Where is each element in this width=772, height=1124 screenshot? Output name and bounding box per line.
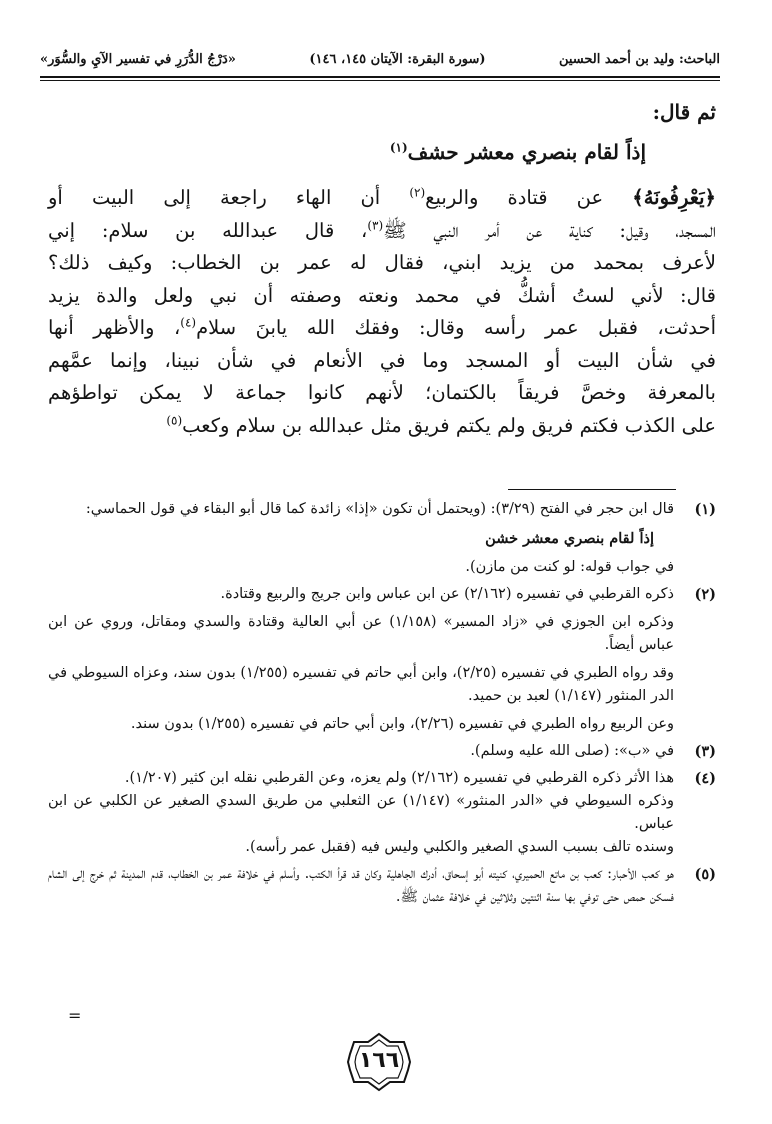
body-line bbox=[48, 182, 716, 215]
footnote-body bbox=[48, 767, 674, 859]
footnote-body bbox=[48, 863, 674, 909]
footnote-text: وسنده تالف بسبب السدي الصغير والكلبي وليس فيه (فقبل عمر رأسه). bbox=[245, 839, 674, 855]
page-number: ١٦٦ bbox=[358, 1048, 400, 1073]
footnote-ref: (٣) bbox=[367, 218, 384, 232]
footnote bbox=[48, 863, 716, 909]
body-text: في شأن البيت أو المسجد وما في الأنعام في شأن نبينا، وإنما عمَّهم bbox=[48, 348, 716, 372]
body-text: عن قتادة والربيع bbox=[425, 186, 633, 209]
footnote bbox=[48, 767, 716, 859]
footnote-number: (٣) bbox=[694, 743, 716, 760]
body-line bbox=[48, 247, 716, 280]
continuation-mark: = bbox=[68, 1006, 82, 1025]
footnote bbox=[48, 583, 716, 736]
footnote-text: في «ب»: (صلى الله عليه وسلم). bbox=[470, 743, 674, 759]
footnote-text: وقد رواه الطبري في تفسيره (٢/٢٥)، وابن أبي حاتم في تفسيره (١/٢٥٥) بدون سند، وعزاه السيوطي في الدر المنثور (١/١٤٧) لعبد بن حميد. bbox=[48, 665, 674, 704]
body-text: على الكذب فكتم فريق ولم يكتم فريق مثل عبدالله بن سلام وكعب bbox=[182, 413, 716, 437]
body-text: قال: لأني لستُ أشكُّ في محمد ونعته وصفته أن نبي ولعل والدة يزيد bbox=[48, 283, 716, 307]
footnote-text: في جواب قوله: لو كنت من مازن). bbox=[465, 559, 674, 575]
body-text: أن الهاء راجعة إلى البيت أو bbox=[48, 186, 410, 209]
body-line bbox=[48, 312, 716, 345]
footnote-body bbox=[48, 583, 674, 736]
body-text: المسجد، وقيل: كناية عن أمر النبي ﷺ bbox=[383, 218, 717, 242]
footnote-separator bbox=[508, 489, 676, 490]
intro-text: ثم قال: bbox=[652, 100, 716, 124]
footnote-text: هو كعب الأحبار: كعب بن ماتع الحميري، كنيته أبو إسحاق، أدرك الجاهلية وكان قد قرأ الكتب. وأسلم في خلافة عمر بن الخطاب، قدم المدينة ثم خرج إلى الشام فسكن حمص حتى توفي بها سنة اثنتين وثلاثين في خلافة عثمان ﷺ. bbox=[48, 866, 674, 905]
body-paragraph bbox=[48, 182, 716, 442]
footnote-text: هذا الأثر ذكره القرطبي في تفسيره (٢/١٦٢) ولم يعزه، وعن القرطبي نقله ابن كثير (١/٢٠٧). bbox=[124, 770, 674, 786]
footnote-number: (٢) bbox=[694, 586, 716, 603]
page-number-ornament bbox=[346, 1032, 412, 1092]
header-rule bbox=[40, 76, 720, 78]
footnote-text: إذاً لقام بنصري معشر خشن bbox=[485, 530, 654, 547]
body-text: ، قال عبدالله بن سلام: إني bbox=[48, 218, 368, 242]
footnote-ref: (٤) bbox=[180, 315, 197, 330]
header-rule-thin bbox=[40, 80, 720, 81]
header-book-title: «دَرْجُ الدُّرَرِ في تفسير الآيِ والسُّوَر» bbox=[40, 51, 236, 67]
footnote-number: (١) bbox=[694, 501, 716, 518]
body-line bbox=[48, 377, 716, 410]
body-line bbox=[48, 280, 716, 313]
footnote-text: قال ابن حجر في الفتح (٣/٢٩): (ويحتمل أن تكون «إذا» زائدة كما قال أبو البقاء في قول الحماسي: bbox=[85, 501, 674, 517]
body-line bbox=[48, 215, 716, 248]
quran-term: ﴿يَعْرِفُونَهُ﴾ bbox=[632, 186, 716, 209]
verse-text: إذاً لقام بنصري معشر حشف bbox=[407, 140, 646, 164]
footnotes bbox=[48, 498, 716, 913]
body-text: ، والأظهر أنها bbox=[48, 316, 181, 339]
footnote-text: وعن الربيع رواه الطبري في تفسيره (٢/٢٦)، وابن أبي حاتم في تفسيره (١/٢٥٥) بدون سند. bbox=[130, 716, 674, 732]
footnote-number: (٥) bbox=[694, 866, 716, 883]
poetry-verse bbox=[48, 140, 716, 164]
footnote-ref: (٢) bbox=[409, 185, 426, 200]
header-surah-location: (سورة البقرة: الآيتان ١٤٥، ١٤٦) bbox=[309, 51, 486, 67]
footnote-text: وذكره ابن الجوزي في «زاد المسير» (١/١٥٨) عن أبي العالية وقتادة والسدي ومقاتل، وروي عن ابن عباس أيضاً. bbox=[48, 614, 674, 653]
body-line bbox=[48, 410, 716, 443]
running-header bbox=[40, 44, 720, 74]
footnote-body bbox=[48, 498, 674, 579]
body-text: لأعرف بمحمد من يزيد ابني، فقال له عمر بن الخطاب: وكيف ذلك؟ bbox=[48, 251, 716, 274]
footnote-body bbox=[48, 740, 674, 763]
footnote-text: ذكره القرطبي في تفسيره (٢/١٦٢) عن ابن عباس وابن جريج والربيع وقتادة. bbox=[220, 586, 674, 602]
header-author: الباحث: وليد بن أحمد الحسين bbox=[558, 51, 720, 67]
body-text: أحدثت، فقبل عمر رأسه وقال: وفقك الله يابنَ سلام bbox=[196, 316, 716, 339]
footnote-ref: (٥) bbox=[166, 413, 183, 427]
footnote bbox=[48, 498, 716, 579]
footnote bbox=[48, 740, 716, 763]
footnote-number: (٤) bbox=[694, 770, 716, 787]
verse-footnote-ref: (١) bbox=[389, 140, 408, 155]
body-text: بالمعرفة وخصَّ فريقاً بالكتمان؛ لأنهم كانوا جماعة لا يمكن تواطؤهم bbox=[48, 381, 716, 404]
body-line bbox=[48, 345, 716, 378]
footnote-text: وذكره السيوطي في «الدر المنثور» (١/١٤٧) عن الثعلبي من طريق السدي الصغير عن الكلبي عن ابن عباس. bbox=[48, 793, 675, 832]
